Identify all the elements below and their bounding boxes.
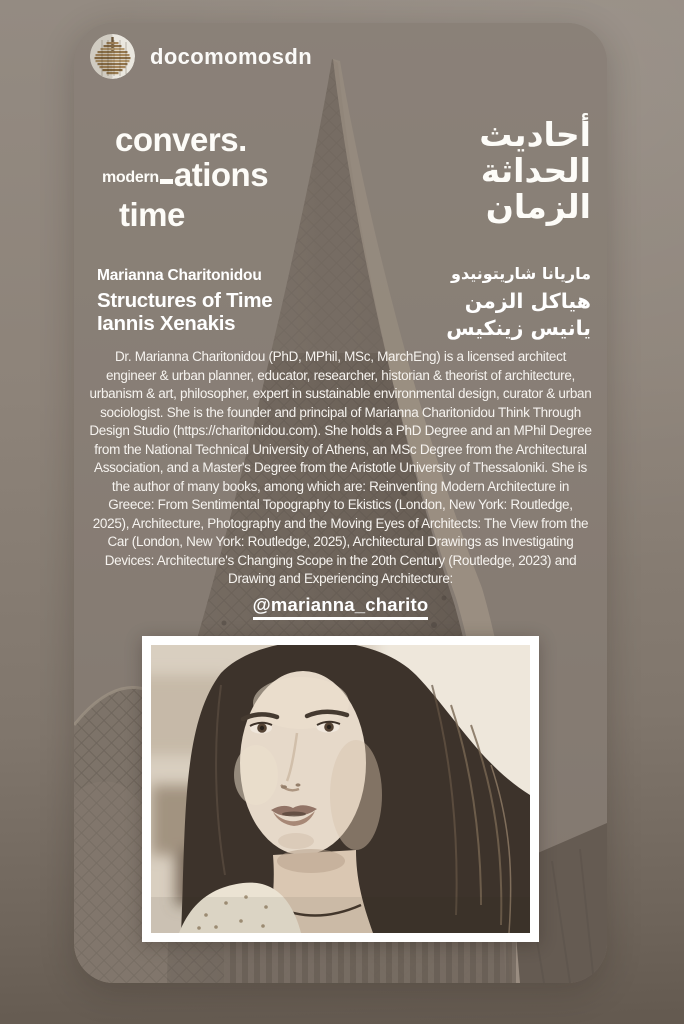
logo-time: time xyxy=(119,196,185,234)
event-logo-arabic xyxy=(479,117,591,225)
speaker-name: Marianna Charitonidou xyxy=(97,267,262,284)
story-header xyxy=(90,34,312,79)
logo-ar-line3: الزمان xyxy=(485,187,591,226)
timber-pavilion-avatar-image xyxy=(90,34,135,79)
logo-ar-line2: الحداثة xyxy=(480,151,591,190)
logo-ar-line1: أحاديث xyxy=(479,115,591,154)
story-card xyxy=(74,23,607,983)
profile-avatar[interactable] xyxy=(90,34,135,79)
logo-convers: convers. xyxy=(115,121,247,158)
talk-subject: Iannis Xenakis xyxy=(97,312,236,335)
logo-modern: modern xyxy=(102,169,159,187)
logo-ations: ations xyxy=(173,156,269,193)
event-credits-latin xyxy=(97,267,272,335)
speaker-bio-text: Dr. Marianna Charitonidou (PhD, MPhil, MSc, MarchEng) is a licensed architect engineer & urban planner, educator, researcher, historian & theorist of architecture, urbanism & art, philosopher, expert in sustainable environmental design, curator & urban sociologist. She is the founder and principal of Marianna Charitonidou Think Through Design Studio (https://charitonidou.com). She holds a PhD Degree and an MPhil Degree from the National Technical University of Athens, an MSc Degree from the Architectural Association, and a Master's Degree from the Aristotle University of Thessaloniki. She is the author of many books, among which are: Reinventing Modern Architecture in Greece: From Sentimental Topography to Ekistics (London, New York: Routledge, 2025), Architecture, Photography and the Moving Eyes of Architects: The View from the Car (London, New York: Routledge, 2025), Architectural Drawings as Investigating Devices: Architecture's Changing Scope in the 20th Century (Routledge, 2023) and Drawing and Experiencing Architecture: xyxy=(89,349,592,586)
logo-modernations xyxy=(102,156,269,193)
speaker-name-arabic: ماريانا شاريتونيدو xyxy=(451,264,591,283)
talk-title: Structures of Time xyxy=(97,289,273,312)
talk-subject-arabic: يانيس زينكيس xyxy=(446,316,591,340)
speaker-bio-block xyxy=(89,348,592,620)
talk-title-arabic: هياكل الزمن xyxy=(464,289,591,313)
event-credits-arabic xyxy=(446,263,591,342)
speaker-portrait-frame xyxy=(142,636,539,942)
event-logo-latin xyxy=(102,121,269,234)
speaker-portrait-photo xyxy=(151,645,530,933)
mention-link[interactable]: @marianna_charito xyxy=(253,594,429,620)
logo-dash-icon xyxy=(160,179,173,184)
username[interactable]: docomomosdn xyxy=(150,43,313,69)
